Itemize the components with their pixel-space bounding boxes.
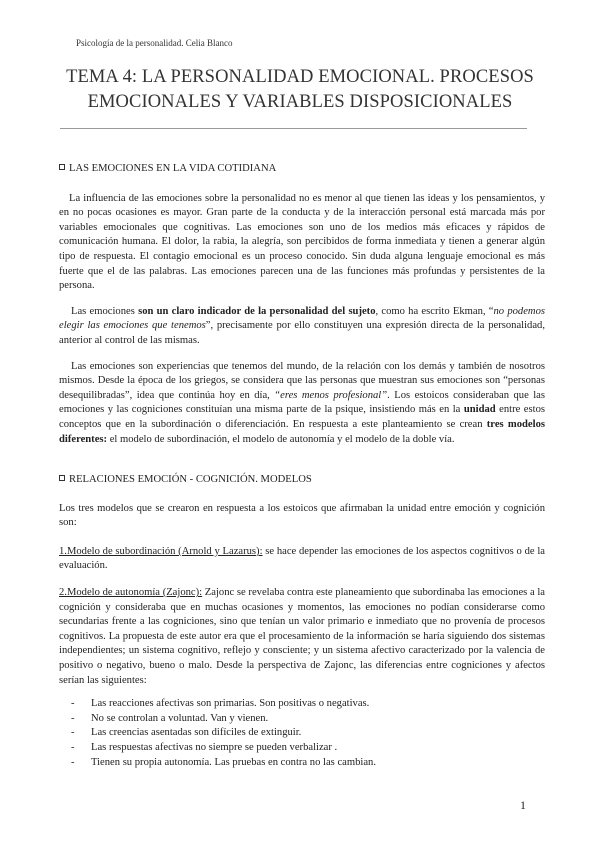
- paragraph: La influencia de las emociones sobre la personalidad no es menor al que tienen las ideas y los pensamientos, y en no pocas ocasiones es mayor. Gran parte de la conducta y de la interacción personal está marcada más por variables emocionales que cognitivas. Las emociones son uno de los medios más eficaces y rápidos de comunicación humana. El dolor, la rabia, la alegría, son percibidos de forma inmediata y tienen a generar algún tipo de respuesta. El contagio emocional es un proceso conocido. Sin duda alguna lenguaje emocional es más fuerte que el de las palabras. Las emociones parecen una de las funciones más profundas y persistentes de la persona.: [59, 192, 545, 292]
- text-run: , como ha escrito Ekman, “: [375, 305, 494, 317]
- bold-text: unidad: [463, 404, 496, 416]
- paragraph: [59, 305, 545, 349]
- text-run: el modelo de subordinación, el modelo de autonomía y el modelo de la doble vía.: [107, 433, 455, 445]
- list-dash: -: [71, 698, 75, 710]
- section-heading-relaciones: [59, 473, 545, 488]
- section-heading-text: LAS EMOCIONES EN LA VIDA COTIDIANA: [69, 163, 277, 174]
- list-item-text: Las reacciones afectivas son primarias. Son positivas o negativas.: [91, 698, 370, 710]
- section-heading-emociones: [59, 162, 545, 177]
- square-bullet-icon: [59, 475, 65, 481]
- text-run: se hace depender las emociones de los aspectos cognitivos o de la evaluación.: [59, 545, 545, 572]
- text-run: Las emociones son experiencias que tenemos del mundo, de la relación con los demás y también de nosotros mismos. Desde la época de los griegos, se considera que las personas que muestran sus emociones son “personas desequilibradas”, idea que continúa hoy en día,: [59, 360, 545, 401]
- paragraph: [59, 586, 545, 688]
- model-title: 1.Modelo de subordinación (Arnold y Lazarus):: [59, 545, 263, 557]
- text-run: . Los estoicos consideraban que las emociones y las cogniciones constituían una misma parte de la psique, insistiendo más en la: [59, 389, 545, 416]
- list-item: [59, 712, 545, 727]
- text-run: entre estos conceptos que en la subordinación o diferenciación. En respuesta a este planteamiento se crean: [59, 404, 545, 430]
- paragraph: Los tres modelos que se crearon en respuesta a los estoicos que afirmaban la unidad entre emoción y cognición son:: [59, 502, 545, 529]
- running-header: Psicología de la personalidad. Celia Blanco: [76, 38, 233, 48]
- bold-text: son un claro indicador de la personalidad del sujeto: [138, 305, 376, 317]
- page-number: 1: [520, 798, 526, 812]
- square-bullet-icon: [59, 164, 65, 170]
- differences-list: [59, 697, 545, 770]
- list-item: [59, 697, 545, 712]
- document-title: TEMA 4: LA PERSONALIDAD EMOCIONAL. PROCESOS EMOCIONALES Y VARIABLES DISPOSICIONALES: [66, 67, 534, 112]
- italic-quote: no podemos elegir las emociones que tenemos: [59, 305, 545, 332]
- list-item-text: Las respuestas afectivas no siempre se pueden verbalizar .: [91, 742, 338, 753]
- section-heading-text: RELACIONES EMOCIÓN - COGNICIÓN. MODELOS: [69, 474, 312, 486]
- text-run: ”, precisamente por ello constituyen una expresión directa de la personalidad, anterior al control de las mismas.: [59, 320, 545, 346]
- text-run: Las emociones: [71, 305, 139, 317]
- list-item-text: No se controlan a voluntad. Van y vienen.: [91, 712, 269, 724]
- title-divider: [60, 128, 527, 129]
- list-item-text: Tienen su propia autonomía. Las pruebas en contra no las cambian.: [91, 756, 376, 768]
- document-body: [59, 162, 545, 770]
- list-item: [59, 726, 545, 741]
- paragraph: [59, 545, 545, 574]
- list-item: [59, 741, 545, 756]
- list-dash: -: [71, 742, 75, 753]
- list-item: [59, 756, 545, 771]
- paragraph: [59, 360, 545, 448]
- list-dash: -: [71, 712, 75, 724]
- list-dash: -: [71, 727, 75, 739]
- list-item-text: Las creencias asentadas son difíciles de extinguir.: [91, 727, 302, 739]
- model-title: 2.Modelo de autonomía (Zajonc):: [59, 587, 203, 599]
- italic-quote: “eres menos profesional”: [274, 389, 388, 401]
- list-dash: -: [71, 756, 75, 768]
- bold-text: tres modelos diferentes:: [59, 418, 545, 445]
- text-run: Zajonc se revelaba contra este planeamiento que subordinaba las emociones a la cognición y consideraba que en muchas ocasiones y momentos, las emociones no podían considerarse como secundarias frente a las cogniciones, sino que tenían un valor primario e inmediato que no provenía de procesos cognitivos. La propuesta de este autor era que el procesamiento de la información se haría siguiendo dos sistemas independientes; un sistema cognitivo, reflejo y consciente; y un sistema afectivo caracterizado por la valencia de positivo o negativo, bueno o malo. Desde la perspectiva de Zajonc, las diferencias entre cogniciones y afectos serían las siguientes:: [59, 587, 545, 686]
